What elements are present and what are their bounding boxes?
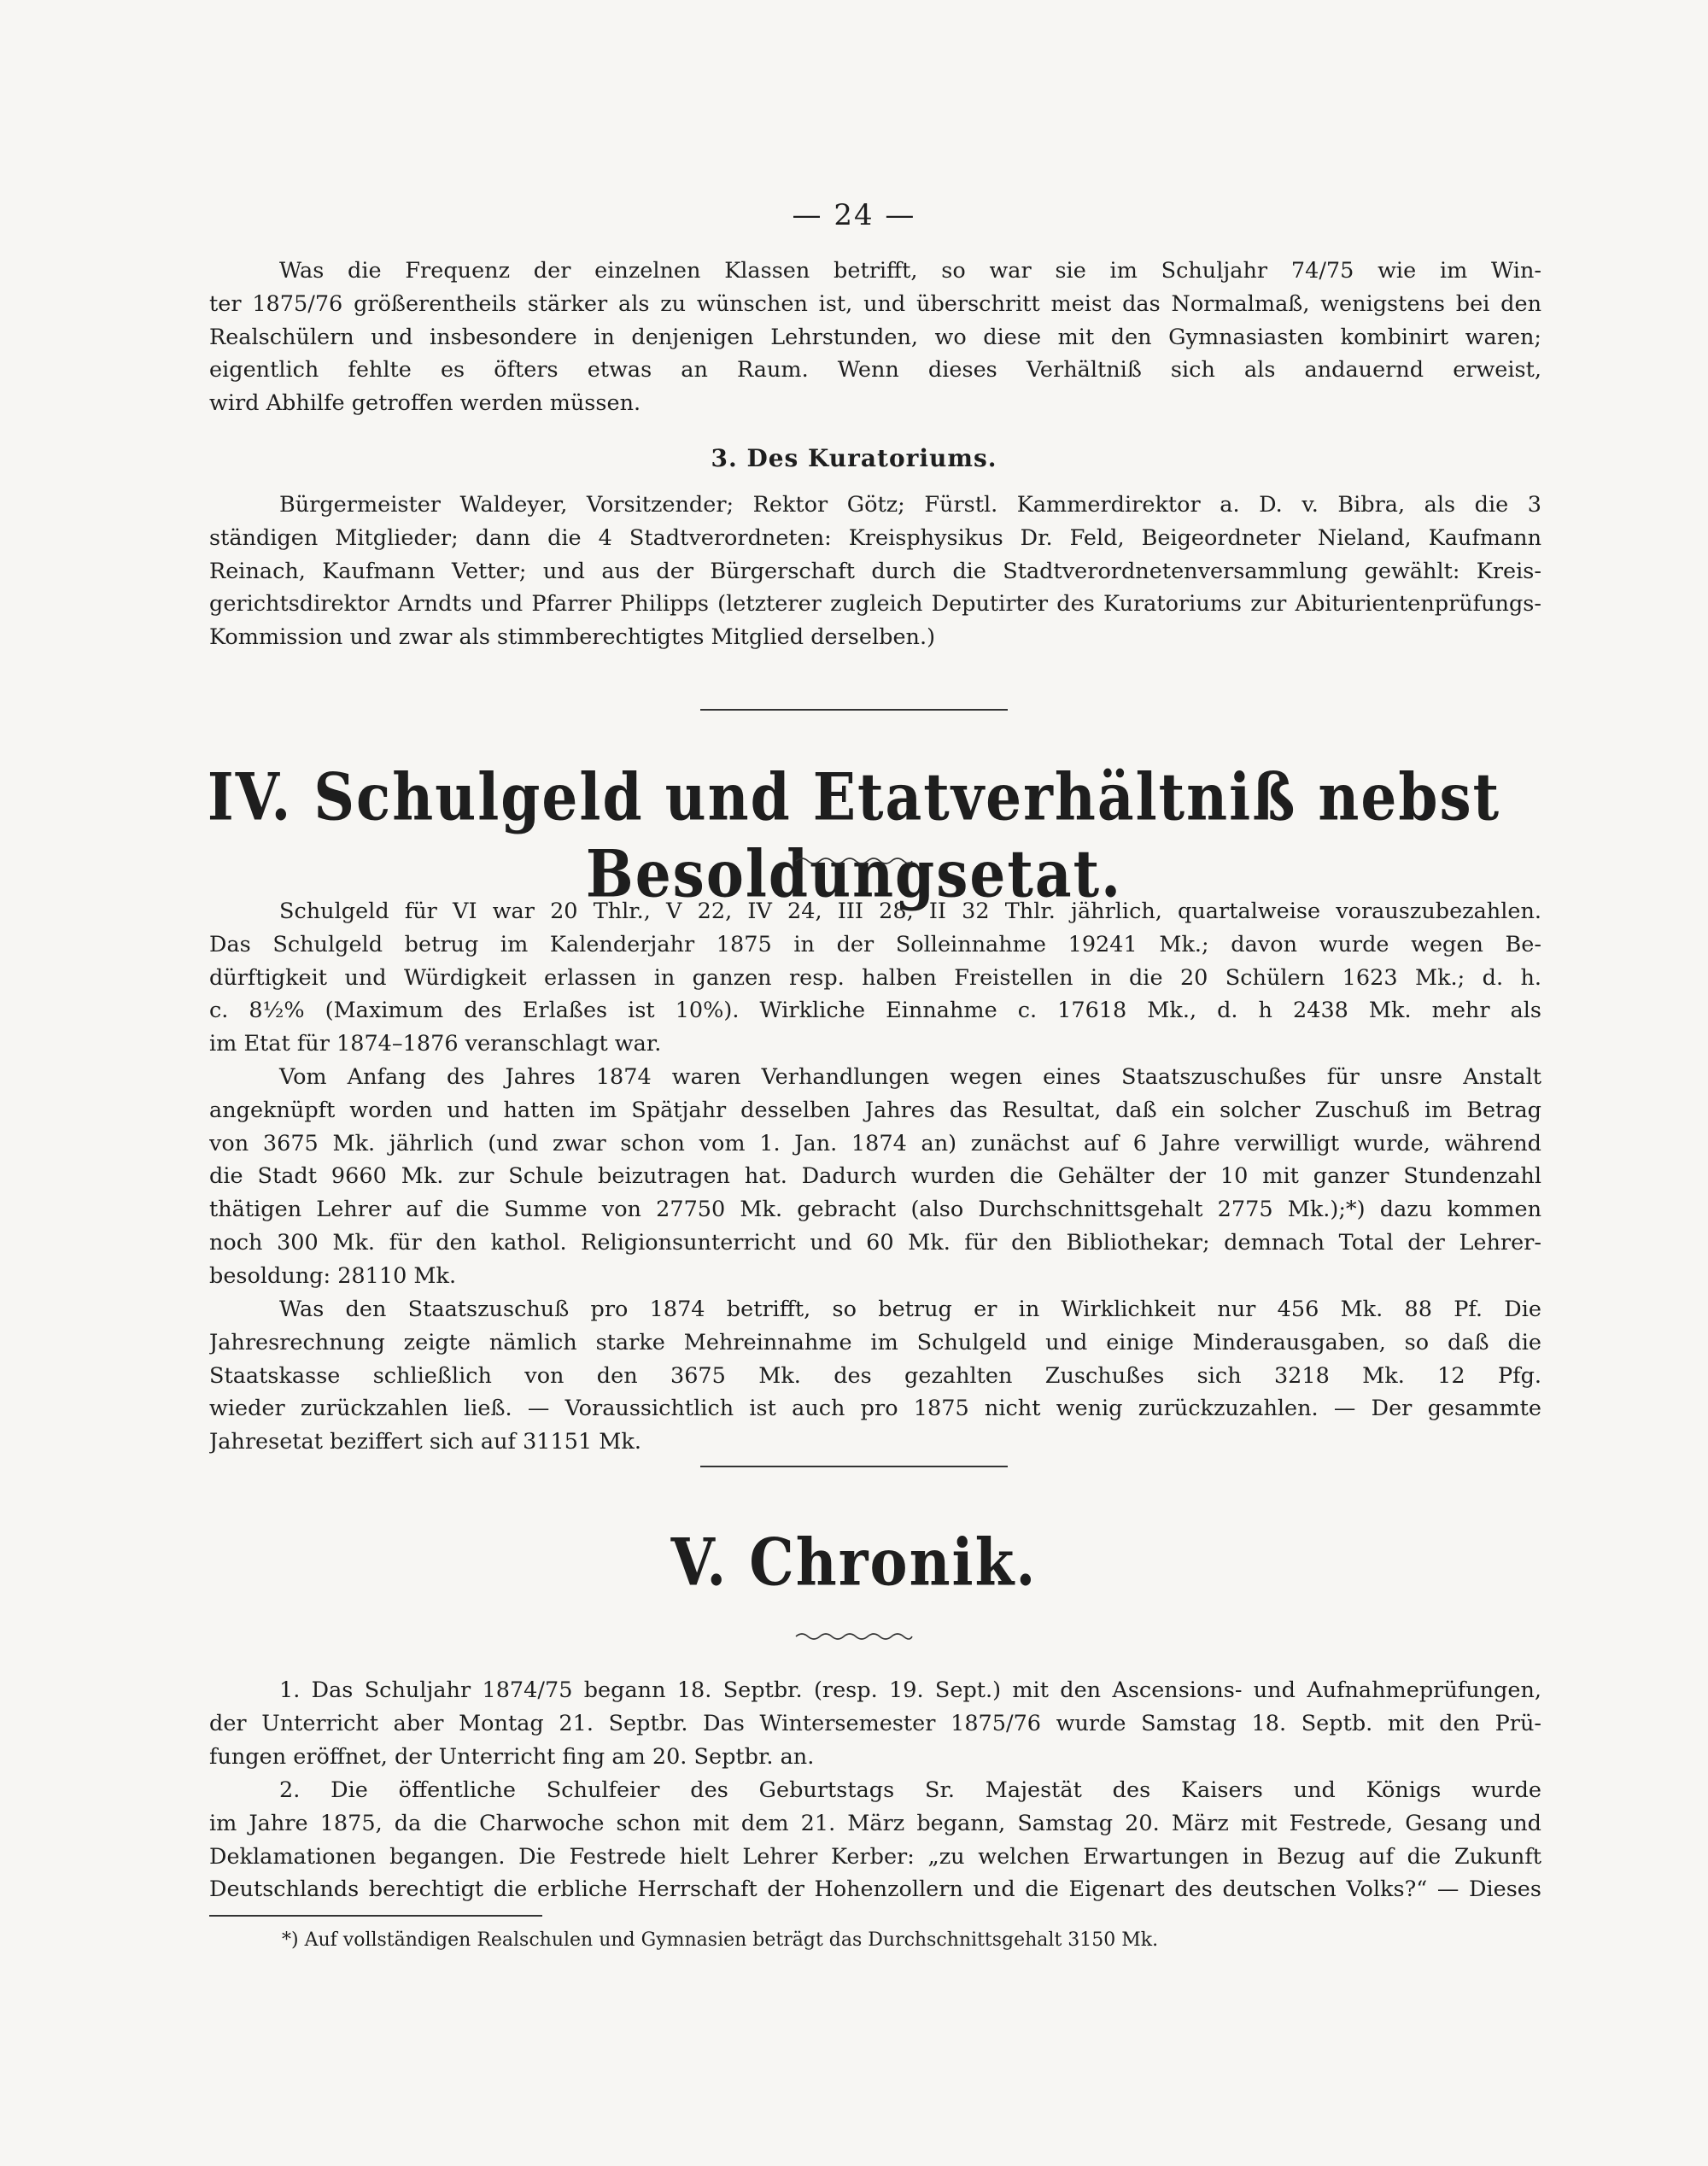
text-line: im Etat für 1874–1876 veranschlagt war.: [209, 1031, 662, 1057]
section-v-heading: V. Chronik.: [670, 1524, 1038, 1601]
schulgeld-paragraph-2: [209, 1061, 1541, 1293]
text-line: 1. Das Schuljahr 1874/75 begann 18. Septbr. (resp. 19. Sept.) mit den Ascensions- und Aufnahmeprüfungen,: [279, 1677, 1541, 1703]
kuratorium-heading: 3. Des Kuratoriums.: [711, 444, 997, 472]
text-line: thätigen Lehrer auf die Summe von 27750 Mk. gebracht (also Durchschnittsgehalt 2775 Mk.);*) dazu kommen: [209, 1197, 1541, 1223]
schulgeld-paragraph-1: [209, 895, 1541, 1061]
text-line: Vom Anfang des Jahres 1874 waren Verhandlungen wegen eines Staatszuschußes für unsre Anstalt: [279, 1064, 1541, 1090]
text-line: Staatskasse schließlich von den 3675 Mk. des gezahlten Zuschußes sich 3218 Mk. 12 Pfg.: [209, 1362, 1541, 1389]
schulgeld-paragraph-3: [209, 1293, 1541, 1459]
text-line: noch 300 Mk. für den kathol. Religionsunterricht und 60 Mk. für den Bibliothekar; demnach Total der Lehrer-: [209, 1229, 1541, 1256]
text-line: Kommission und zwar als stimmberechtigtes Mitglied derselben.): [209, 624, 936, 651]
text-line: Schulgeld für VI war 20 Thlr., V 22, IV 24, III 28, II 32 Thlr. jährlich, quartalweise vorauszubezahlen.: [279, 899, 1541, 924]
intro-paragraph: [209, 255, 1541, 420]
text-line: eigentlich fehlte es öfters etwas an Raum. Wenn dieses Verhältniß sich als andauernd erweist,: [209, 357, 1541, 383]
text-line: Reinach, Kaufmann Vetter; und aus der Bürgerschaft durch die Stadtverordnetenversammlung gewählt: Kreis-: [209, 558, 1541, 584]
text-line: Bürgermeister Waldeyer, Vorsitzender; Rektor Götz; Fürstl. Kammerdirektor a. D. v. Bibra, als die 3: [279, 492, 1541, 518]
section-divider: [700, 1466, 1008, 1467]
text-line: die Stadt 9660 Mk. zur Schule beizutragen hat. Dadurch wurden die Gehälter der 10 mit ganzer Stundenzahl: [209, 1163, 1541, 1190]
footnote-rule: [209, 1915, 542, 1917]
text-line: Deutschlands berechtigt die erbliche Herrschaft der Hohenzollern und die Eigenart des deutschen Volks?“ — Dieses: [209, 1876, 1541, 1903]
text-line: Deklamationen begangen. Die Festrede hielt Lehrer Kerber: „zu welchen Erwartungen in Bezug auf die Zukunft: [209, 1843, 1541, 1870]
text-line: im Jahre 1875, da die Charwoche schon mit dem 21. März begann, Samstag 20. März mit Festrede, Gesang und: [209, 1810, 1541, 1836]
text-line: der Unterricht aber Montag 21. Septbr. Das Wintersemester 1875/76 wurde Samstag 18. Septb. mit den Prü-: [209, 1710, 1541, 1736]
text-line: wieder zurückzahlen ließ. — Voraussichtlich ist auch pro 1875 nicht wenig zurückzuzahlen. — Der gesammte: [209, 1396, 1541, 1422]
text-line: dürftigkeit und Würdigkeit erlassen in ganzen resp. halben Freistellen in die 20 Schülern 1623 Mk.; d. h.: [209, 964, 1541, 991]
text-line: Jahresrechnung zeigte nämlich starke Mehreinnahme im Schulgeld und einige Minderausgaben, so daß die: [209, 1329, 1541, 1355]
chronik-item-1: [209, 1674, 1541, 1773]
text-line: ter 1875/76 größerentheils stärker als zu wünschen ist, und überschritt meist das Normalmaß, wenigstens bei den: [209, 290, 1541, 317]
section-divider: [700, 709, 1008, 711]
kuratorium-paragraph: [209, 489, 1541, 654]
text-line: c. 8½% (Maximum des Erlaßes ist 10%). Wirkliche Einnahme c. 17618 Mk., d. h 2438 Mk. mehr als: [209, 998, 1541, 1024]
text-line: fungen eröffnet, der Unterricht fing am 20. Septbr. an.: [209, 1743, 815, 1770]
footnote: *) Auf vollständigen Realschulen und Gymnasien beträgt das Durchschnittsgehalt 3150 Mk.: [282, 1929, 1159, 1951]
text-line: Das Schulgeld betrug im Kalenderjahr 1875 in der Solleinnahme 19241 Mk.; davon wurde wegen Be-: [209, 931, 1541, 957]
text-line: Was die Frequenz der einzelnen Klassen betrifft, so war sie im Schuljahr 74/75 wie im Win-: [279, 258, 1541, 284]
text-line: gerichtsdirektor Arndts und Pfarrer Philipps (letzterer zugleich Deputirter des Kuratoriums zur Abiturientenprüfungs-: [209, 591, 1541, 618]
text-line: Was den Staatszuschuß pro 1874 betrifft, so betrug er in Wirklichkeit nur 456 Mk. 88 Pf. Die: [279, 1297, 1541, 1322]
text-line: wird Abhilfe getroffen werden müssen.: [209, 390, 641, 417]
text-line: ständigen Mitglieder; dann die 4 Stadtverordneten: Kreisphysikus Dr. Feld, Beigeordneter Nieland, Kaufmann: [209, 524, 1541, 551]
chronik-item-2: [209, 1774, 1541, 1906]
text-line: Jahresetat beziffert sich auf 31151 Mk.: [209, 1429, 641, 1455]
text-line: 2. Die öffentliche Schulfeier des Geburtstags Sr. Majestät des Kaisers und Königs wurde: [279, 1777, 1541, 1803]
text-line: angeknüpft worden und hatten im Spätjahr desselben Jahres das Resultat, daß ein solcher Zuschuß im Betrag: [209, 1097, 1541, 1123]
page-number: — 24 —: [792, 198, 916, 232]
text-line: Realschülern und insbesondere in denjenigen Lehrstunden, wo diese mit den Gymnasiasten kombinirt waren;: [209, 324, 1541, 350]
text-line: von 3675 Mk. jährlich (und zwar schon vom 1. Jan. 1874 an) zunächst auf 6 Jahre verwilligt wurde, während: [209, 1130, 1541, 1156]
text-line: besoldung: 28110 Mk.: [209, 1262, 457, 1289]
section-iv-heading: IV. Schulgeld und Etatverhältniß nebst Besoldungsetat.: [207, 758, 1501, 912]
ornament-squiggle: [794, 854, 914, 866]
ornament-squiggle: [794, 1630, 914, 1642]
